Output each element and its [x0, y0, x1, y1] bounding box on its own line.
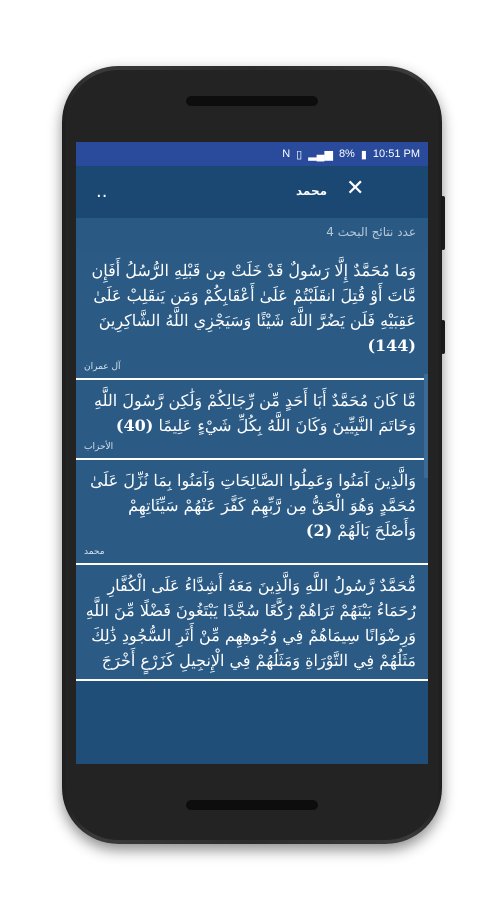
earpiece-speaker	[186, 96, 318, 106]
list-item[interactable]	[76, 250, 428, 380]
verse-text: وَمَا مُحَمَّدٌ إِلَّا رَسُولٌ قَدْ خَلَتْ مِن قَبْلِهِ الرُّسُلُ أَفَإِن مَّاتَ أَوْ قُتِلَ انقَلَبْتُمْ عَلَىٰ أَعْقَابِكُمْ وَمَن يَنقَلِبْ عَلَىٰ عَقِبَيْهِ فَلَن يَضُرَّ اللَّهَ شَيْئًا وَسَيَجْزِي اللَّهُ الشَّاكِرِينَ (144)	[91, 261, 416, 355]
list-item[interactable]	[76, 565, 428, 681]
scrollbar[interactable]	[424, 374, 428, 478]
surah-name: آل عمران	[84, 362, 121, 372]
surah-name: الأحزاب	[84, 442, 114, 452]
vibrate-icon: ▯	[296, 148, 303, 161]
verse-text: مَّا كَانَ مُحَمَّدٌ أَبَا أَحَدٍ مِّن رِّجَالِكُمْ وَلَٰكِن رَّسُولَ اللَّهِ وَخَاتَمَ النَّبِيِّينَ وَكَانَ اللَّهُ بِكُلِّ شَيْءٍ عَلِيمًا (40)	[94, 391, 416, 435]
battery-icon: ▮	[360, 148, 367, 161]
bottom-speaker	[186, 800, 318, 810]
status-bar	[76, 142, 428, 166]
list-item[interactable]	[76, 380, 428, 460]
power-button[interactable]	[441, 320, 445, 354]
surah-name: محمد	[84, 547, 105, 557]
battery-percent: 8%	[338, 148, 355, 160]
verse-text: وَالَّذِينَ آمَنُوا وَعَمِلُوا الصَّالِحَاتِ وَآمَنُوا بِمَا نُزِّلَ عَلَىٰ مُحَمَّدٍ وَهُوَ الْحَقُّ مِن رَّبِّهِمْ كَفَّرَ عَنْهُمْ سَيِّئَاتِهِمْ وَأَصْلَحَ بَالَهُمْ (2)	[90, 471, 416, 540]
clock: 10:51 PM	[372, 148, 420, 160]
app-screen	[76, 142, 428, 764]
search-query[interactable]: محمد	[296, 184, 328, 198]
volume-button[interactable]	[441, 196, 445, 250]
nfc-icon: N	[282, 148, 291, 160]
list-item[interactable]	[76, 460, 428, 565]
results-list[interactable]	[76, 250, 428, 681]
results-count: عدد نتائج البحث 4	[76, 218, 428, 250]
close-icon[interactable]: ✕	[346, 176, 365, 201]
verse-text: مُّحَمَّدٌ رَّسُولُ اللَّهِ وَالَّذِينَ مَعَهُ أَشِدَّاءُ عَلَى الْكُفَّارِ رُحَمَاءُ بَيْنَهُمْ تَرَاهُمْ رُكَّعًا سُجَّدًا يَبْتَغُونَ فَضْلًا مِّنَ اللَّهِ وَرِضْوَانًا سِيمَاهُمْ فِي وُجُوهِهِم مِّنْ أَثَرِ السُّجُودِ ذَٰلِكَ مَثَلُهُمْ فِي التَّوْرَاةِ وَمَثَلُهُمْ فِي الْإِنجِيلِ كَزَرْعٍ أَخْرَجَ	[85, 576, 416, 670]
overflow-menu-icon[interactable]: ..	[96, 181, 108, 202]
signal-icon: ▂▄▆	[308, 148, 333, 161]
toolbar	[76, 166, 428, 218]
